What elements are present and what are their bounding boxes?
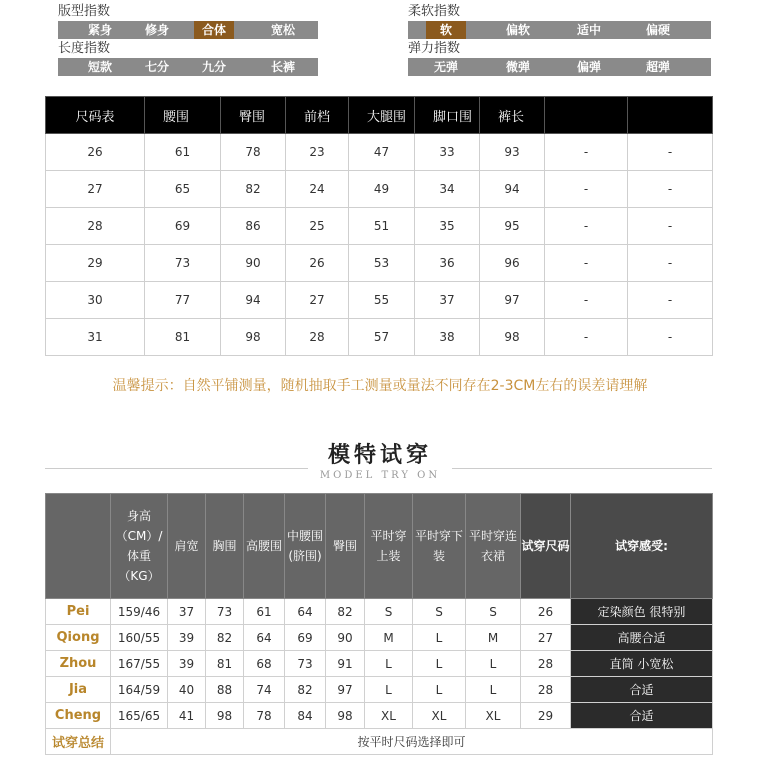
model-cell: 82 [285,677,326,703]
model-name: Cheng [46,703,111,729]
model-header-cell: 臀围 [326,494,365,599]
size-cell: - [545,282,628,319]
size-cell: 94 [480,171,545,208]
model-name: Qiong [46,625,111,651]
size-cell: 26 [286,245,349,282]
size-cell: 30 [46,282,145,319]
size-cell: - [545,319,628,356]
fit-option: 修身 [144,23,169,37]
model-cell: XL [466,703,521,729]
table-row [46,703,713,729]
model-cell: 82 [206,625,244,651]
model-cell: 39 [168,651,206,677]
fit-index-bar [58,21,318,39]
model-cell: 167/55 [111,651,168,677]
size-cell: 81 [145,319,221,356]
model-cell: L [413,625,466,651]
model-feedback: 高腰合适 [571,625,713,651]
model-name: Zhou [46,651,111,677]
size-cell: 94 [221,282,286,319]
size-cell: 78 [221,134,286,171]
model-cell: XL [413,703,466,729]
model-header-cell: 胸围 [206,494,244,599]
size-cell: - [628,134,713,171]
model-cell: M [365,625,413,651]
size-header-cell: 前档 [286,97,349,134]
elasticity-option: 无弹 [433,60,458,74]
model-header-cell: 肩宽 [168,494,206,599]
size-header-cell: 尺码表 [46,97,145,134]
size-cell: 97 [480,282,545,319]
size-cell: 53 [349,245,415,282]
model-name: Pei [46,599,111,625]
size-cell: 73 [145,245,221,282]
elasticity-index-label: 弹力指数 [408,41,461,56]
size-cell: 77 [145,282,221,319]
model-cell: 26 [521,599,571,625]
model-header-cell: 高腰围 [244,494,285,599]
model-cell: 68 [244,651,285,677]
size-table [45,96,713,356]
model-cell: 88 [206,677,244,703]
size-header-cell: 腰围 [145,97,221,134]
size-cell: 28 [286,319,349,356]
size-cell: - [545,208,628,245]
length-index-bar [58,58,318,76]
size-cell: 35 [415,208,480,245]
model-cell: 73 [206,599,244,625]
fit-option: 宽松 [270,23,295,37]
size-cell: - [545,171,628,208]
model-cell: 165/65 [111,703,168,729]
model-cell: 91 [326,651,365,677]
size-cell: 38 [415,319,480,356]
model-header-cell: 平时穿上装 [365,494,413,599]
model-header-cell: 平时穿连衣裙 [466,494,521,599]
model-cell: L [413,677,466,703]
model-cell: L [365,677,413,703]
model-cell: S [413,599,466,625]
fit-option: 合体 [194,21,234,39]
size-cell: 98 [221,319,286,356]
softness-index-bar [408,21,711,39]
model-cell: 73 [285,651,326,677]
model-table [45,493,713,755]
elasticity-option: 微弹 [505,60,530,74]
model-cell: 159/46 [111,599,168,625]
table-row [46,171,713,208]
model-feedback: 直筒 小宽松 [571,651,713,677]
model-cell: L [413,651,466,677]
model-cell: XL [365,703,413,729]
size-cell: - [628,171,713,208]
size-cell: - [628,282,713,319]
table-row [46,282,713,319]
size-cell: - [545,245,628,282]
model-cell: L [466,677,521,703]
model-cell: 78 [244,703,285,729]
size-cell: 25 [286,208,349,245]
size-cell: - [545,134,628,171]
model-cell: L [466,651,521,677]
size-cell: 61 [145,134,221,171]
size-cell: 28 [46,208,145,245]
model-cell: 98 [206,703,244,729]
model-feedback: 合适 [571,703,713,729]
table-row [46,599,713,625]
size-header-cell: 裤长 [480,97,545,134]
size-cell: 27 [46,171,145,208]
size-cell: - [628,319,713,356]
softness-index [408,4,711,39]
model-cell: 37 [168,599,206,625]
model-cell: 41 [168,703,206,729]
model-feedback: 合适 [571,677,713,703]
size-cell: 36 [415,245,480,282]
elasticity-option: 超弹 [645,60,670,74]
size-cell: 24 [286,171,349,208]
model-cell: 98 [326,703,365,729]
size-cell: 49 [349,171,415,208]
table-row [46,651,713,677]
model-cell: 90 [326,625,365,651]
length-index [58,41,318,76]
elasticity-index [408,41,711,76]
model-header-cell: 试穿感受: [571,494,713,599]
elasticity-option: 偏弹 [576,60,601,74]
softness-option: 偏硬 [645,23,670,37]
model-cell: 69 [285,625,326,651]
size-cell: 27 [286,282,349,319]
size-cell: 93 [480,134,545,171]
model-cell: 64 [285,599,326,625]
model-cell: 61 [244,599,285,625]
measurement-tip: 温馨提示：自然平铺测量，随机抽取手工测量或量法不同存在2-3CM左右的误差请理解 [112,378,648,394]
model-cell: 39 [168,625,206,651]
size-header-cell [628,97,713,134]
fit-index [58,4,318,39]
size-cell: 95 [480,208,545,245]
model-cell: 74 [244,677,285,703]
size-header-cell: 臀围 [221,97,286,134]
model-name: Jia [46,677,111,703]
size-header-cell: 脚口围 [415,97,480,134]
model-cell: 27 [521,625,571,651]
model-feedback: 定染颜色 很特别 [571,599,713,625]
table-row [46,625,713,651]
size-header-cell [545,97,628,134]
model-cell: 64 [244,625,285,651]
table-row [46,245,713,282]
model-header-cell: 身高（CM）/体重（KG） [111,494,168,599]
size-cell: 55 [349,282,415,319]
fit-index-label: 版型指数 [58,4,111,19]
softness-option: 适中 [576,23,601,37]
size-header-cell: 大腿围 [349,97,415,134]
length-option: 短款 [87,60,112,74]
size-cell: 47 [349,134,415,171]
summary-text: 按平时尺码选择即可 [111,729,713,755]
summary-label: 试穿总结 [46,729,111,755]
model-section-title: 模特试穿 [327,443,432,468]
model-header-cell: 试穿尺码 [521,494,571,599]
size-cell: - [628,245,713,282]
size-cell: 65 [145,171,221,208]
model-cell: 28 [521,651,571,677]
size-cell: 98 [480,319,545,356]
softness-option: 偏软 [505,23,530,37]
size-cell: 69 [145,208,221,245]
length-option: 七分 [144,60,169,74]
size-cell: 82 [221,171,286,208]
size-cell: 86 [221,208,286,245]
softness-index-label: 柔软指数 [408,4,461,19]
elasticity-index-bar [408,58,711,76]
size-cell: 29 [46,245,145,282]
size-cell: 57 [349,319,415,356]
model-header-cell: 中腰围(脐围) [285,494,326,599]
model-cell: S [365,599,413,625]
model-table-header [46,494,713,599]
model-cell: S [466,599,521,625]
length-index-label: 长度指数 [58,41,111,56]
model-section-subtitle: MODEL TRY ON [319,470,441,481]
model-header-cell: 平时穿下装 [413,494,466,599]
table-row [46,319,713,356]
size-cell: 34 [415,171,480,208]
size-cell: 31 [46,319,145,356]
table-row [46,134,713,171]
model-cell: 97 [326,677,365,703]
size-cell: 23 [286,134,349,171]
size-cell: 90 [221,245,286,282]
length-option: 九分 [201,60,226,74]
length-option: 长裤 [270,60,295,74]
size-cell: 33 [415,134,480,171]
size-cell: 51 [349,208,415,245]
table-row [46,677,713,703]
fit-option: 紧身 [87,23,112,37]
model-cell: 29 [521,703,571,729]
model-cell: 28 [521,677,571,703]
softness-option: 软 [426,21,466,39]
model-cell: 164/59 [111,677,168,703]
model-cell: L [365,651,413,677]
model-cell: 40 [168,677,206,703]
model-cell: 82 [326,599,365,625]
size-cell: - [628,208,713,245]
model-header-cell [46,494,111,599]
size-table-header [46,97,713,134]
table-row [46,208,713,245]
model-cell: M [466,625,521,651]
model-cell: 84 [285,703,326,729]
size-cell: 37 [415,282,480,319]
model-cell: 81 [206,651,244,677]
model-cell: 160/55 [111,625,168,651]
size-cell: 96 [480,245,545,282]
size-cell: 26 [46,134,145,171]
summary-row [46,729,713,755]
